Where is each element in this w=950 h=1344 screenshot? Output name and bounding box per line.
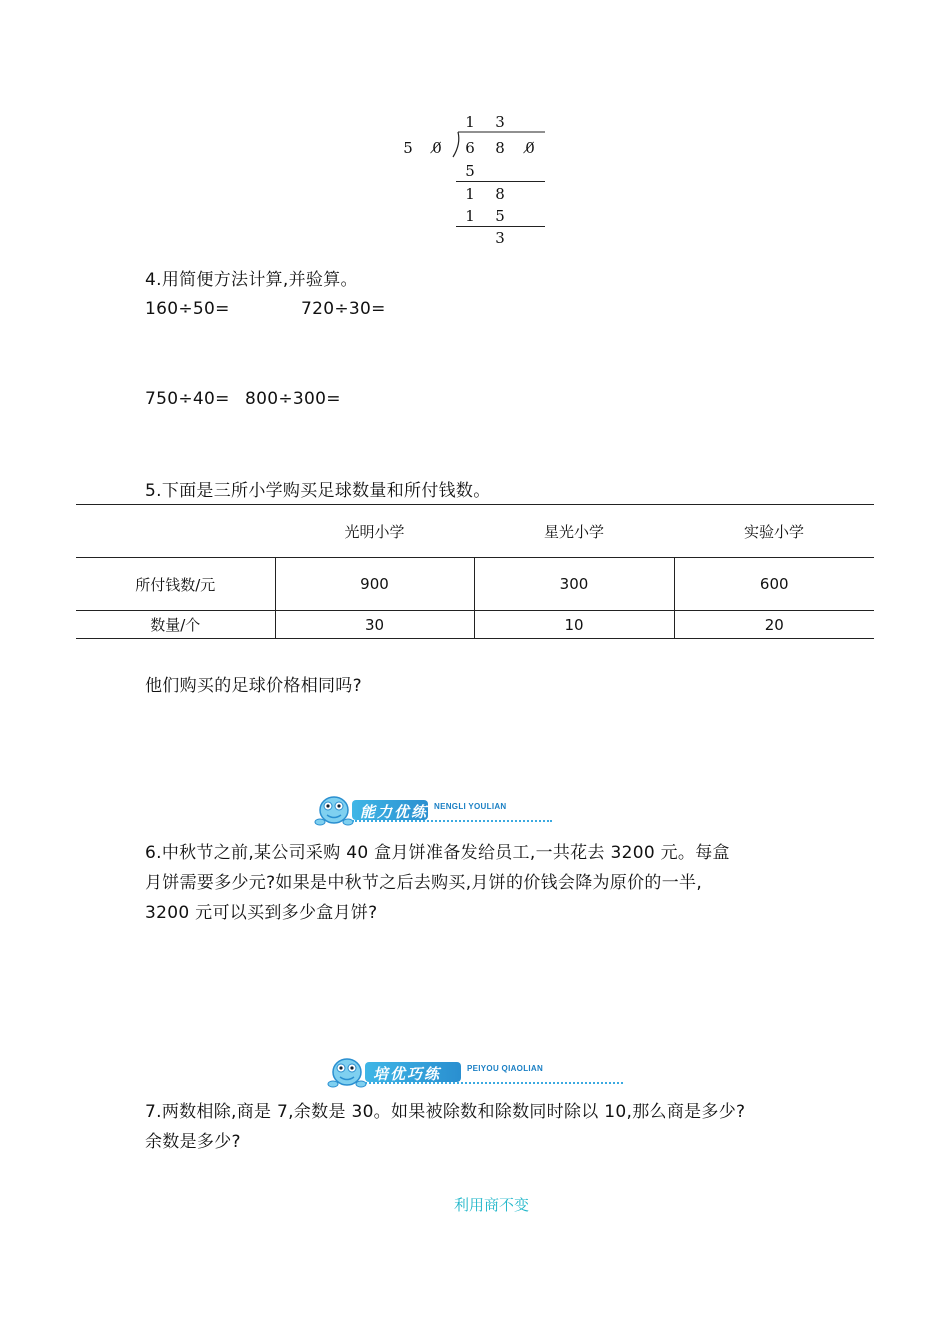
table-cell: 30 — [275, 611, 474, 639]
table-cell: 600 — [674, 558, 874, 611]
division-rule — [456, 226, 545, 227]
step-digit: 5 — [465, 162, 475, 180]
banner-subtitle: PEIYOU QIAOLIAN — [467, 1064, 544, 1073]
q4-item: 160÷50= — [145, 299, 230, 319]
q7-hint: 利用商不变 — [454, 1196, 530, 1214]
table-row — [76, 611, 874, 639]
banner-bar — [352, 800, 428, 820]
remainder-digit: 3 — [495, 229, 505, 247]
q4-title: 4.用简便方法计算,并验算。 — [145, 270, 358, 290]
banner-bar — [365, 1062, 461, 1082]
dividend-digit: 8 — [495, 139, 505, 157]
q4-item: 750÷40= — [145, 389, 230, 409]
banner-subtitle: NENGLI YOULIAN — [434, 802, 507, 811]
banner-peiyou — [325, 1048, 635, 1088]
step-digit: 5 — [495, 207, 505, 225]
q6-line: 6.中秋节之前,某公司采购 40 盒月饼准备发给员工,一共花去 3200 元。每盒 — [145, 843, 730, 863]
step-digit: 1 — [465, 185, 475, 203]
table-header-cell: 星光小学 — [543, 522, 604, 541]
quotient-digit: 1 — [465, 113, 475, 131]
banner-title: 培优巧练 — [373, 1065, 442, 1083]
table-cell: 900 — [275, 558, 474, 611]
dividend-digit: 6 — [465, 139, 475, 157]
dividend-digit: 0̸ — [525, 139, 535, 157]
q6-line: 3200 元可以买到多少盒月饼? — [145, 903, 378, 923]
quotient-digit: 3 — [495, 113, 505, 131]
table-header-row — [76, 505, 874, 558]
table-header-cell — [76, 505, 275, 558]
q4-item: 720÷30= — [301, 299, 386, 319]
step-digit: 8 — [495, 185, 505, 203]
divisor-digit: 5 — [403, 139, 413, 157]
table-row-label: 数量/个 — [76, 611, 275, 639]
q4-item: 800÷300= — [245, 389, 341, 409]
banner-title: 能力优练 — [360, 803, 429, 821]
divisor-digit: 0̸ — [432, 139, 442, 157]
q5-question: 他们购买的足球价格相同吗? — [145, 676, 362, 696]
q7-line: 7.两数相除,商是 7,余数是 30。如果被除数和除数同时除以 10,那么商是多少? — [145, 1102, 746, 1122]
banner-dotted-line — [365, 1082, 623, 1084]
division-rule — [456, 181, 545, 182]
q7-line: 余数是多少? — [145, 1132, 241, 1152]
table-cell: 20 — [674, 611, 874, 639]
q6-line: 月饼需要多少元?如果是中秋节之后去购买,月饼的价钱会降为原价的一半, — [145, 873, 703, 893]
table-header-cell: 实验小学 — [743, 522, 804, 541]
football-table — [76, 504, 874, 639]
table-row — [76, 558, 874, 611]
table-row-label: 所付钱数/元 — [76, 558, 275, 611]
banner-dotted-line — [352, 820, 552, 822]
q5-title: 5.下面是三所小学购买足球数量和所付钱数。 — [145, 481, 491, 501]
step-digit: 1 — [465, 207, 475, 225]
table-cell: 10 — [474, 611, 674, 639]
table-cell: 300 — [474, 558, 674, 611]
banner-nengli — [312, 786, 572, 826]
table-header-cell: 光明小学 — [344, 522, 405, 541]
